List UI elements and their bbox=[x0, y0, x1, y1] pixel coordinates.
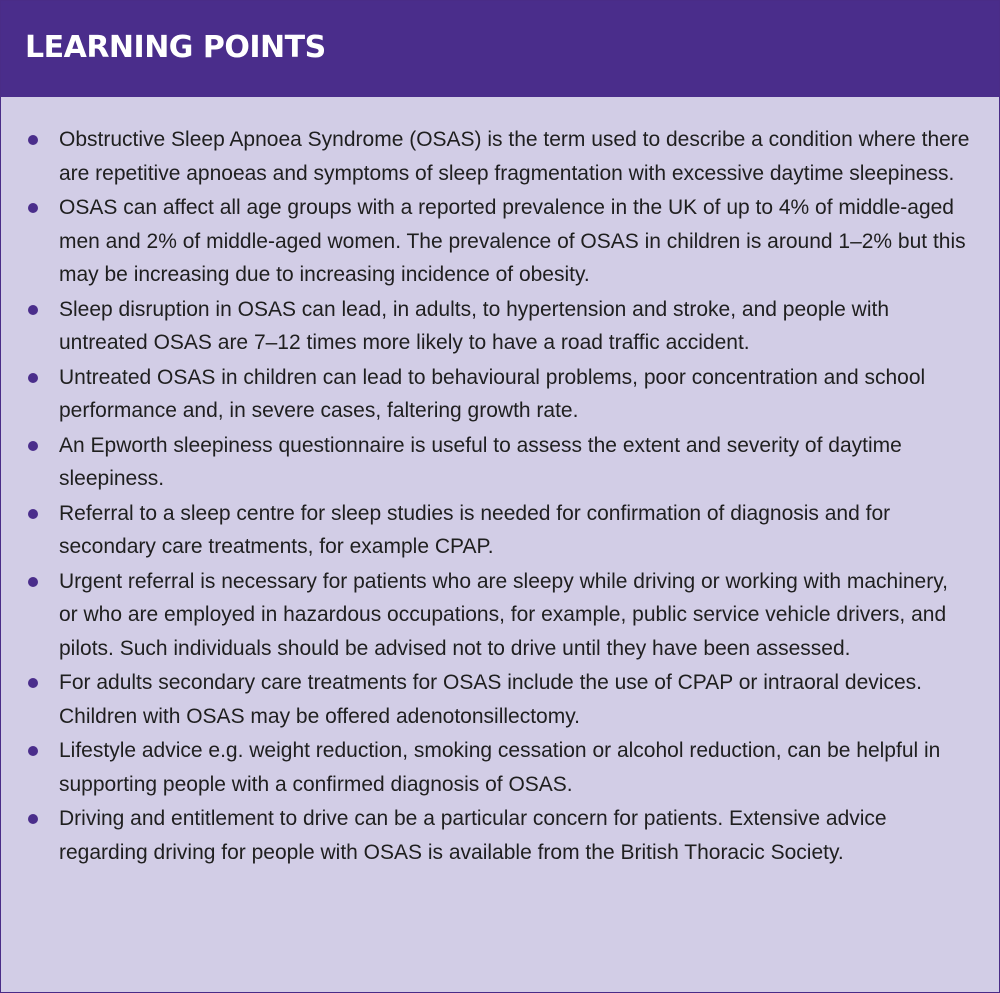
list-item-text: Obstructive Sleep Apnoea Syndrome (OSAS) is the term used to describe a condition where there are repetitive apnoeas and symptoms of sleep fragmentation with excessive daytime sleepiness. bbox=[59, 128, 970, 185]
list-item-text: Driving and entitlement to drive can be a particular concern for patients. Extensive advice regarding driving for people with OSAS is available from the British Thoracic Society. bbox=[59, 807, 887, 864]
list-item-text: OSAS can affect all age groups with a reported prevalence in the UK of up to 4% of middle-aged men and 2% of middle-aged women. The prevalence of OSAS in children is around 1–2% but this may be increasing due to increasing incidence of obesity. bbox=[59, 196, 966, 286]
learning-points-list bbox=[1, 97, 999, 869]
list-item-text: Referral to a sleep centre for sleep studies is needed for confirmation of diagnosis and for secondary care treatments, for example CPAP. bbox=[59, 501, 891, 558]
list-item bbox=[1, 497, 971, 564]
list-item-text: For adults secondary care treatments for OSAS include the use of CPAP or intraoral devices. Children with OSAS may be offered adenotonsillectomy. bbox=[59, 671, 922, 728]
bullet-icon bbox=[28, 678, 38, 688]
list-item bbox=[1, 123, 971, 190]
list-item-text: An Epworth sleepiness questionnaire is useful to assess the extent and severity of daytime sleepiness. bbox=[59, 433, 902, 490]
bullet-icon bbox=[28, 577, 38, 587]
bullet-icon bbox=[28, 373, 38, 383]
page-title: LEARNING POINTS bbox=[25, 30, 326, 65]
list-item bbox=[1, 565, 971, 666]
list-item bbox=[1, 666, 971, 733]
list-item-text: Untreated OSAS in children can lead to behavioural problems, poor concentration and school performance and, in severe cases, faltering growth rate. bbox=[59, 365, 926, 422]
list-item-text: Sleep disruption in OSAS can lead, in adults, to hypertension and stroke, and people with untreated OSAS are 7–12 times more likely to have a road traffic accident. bbox=[59, 297, 890, 354]
list-item bbox=[1, 361, 971, 428]
bullet-icon bbox=[28, 441, 38, 451]
list-item-text: Urgent referral is necessary for patients who are sleepy while driving or working with machinery, or who are employed in hazardous occupations, for example, public service vehicle drivers, and pilots. Such individuals should be advised not to drive until they have been assessed. bbox=[59, 569, 948, 660]
list-item bbox=[1, 191, 971, 292]
list-item bbox=[1, 734, 971, 801]
list-item-text: Lifestyle advice e.g. weight reduction, smoking cessation or alcohol reduction, can be helpful in supporting people with a confirmed diagnosis of OSAS. bbox=[59, 739, 941, 796]
list-item bbox=[1, 802, 971, 869]
bullet-icon bbox=[28, 509, 38, 519]
bullet-icon bbox=[28, 305, 38, 315]
bullet-icon bbox=[28, 814, 38, 824]
bullet-icon bbox=[28, 746, 38, 756]
list-item bbox=[1, 429, 971, 496]
list-item bbox=[1, 293, 971, 360]
bullet-icon bbox=[28, 135, 38, 145]
bullet-icon bbox=[28, 203, 38, 213]
header-bar bbox=[1, 1, 999, 97]
